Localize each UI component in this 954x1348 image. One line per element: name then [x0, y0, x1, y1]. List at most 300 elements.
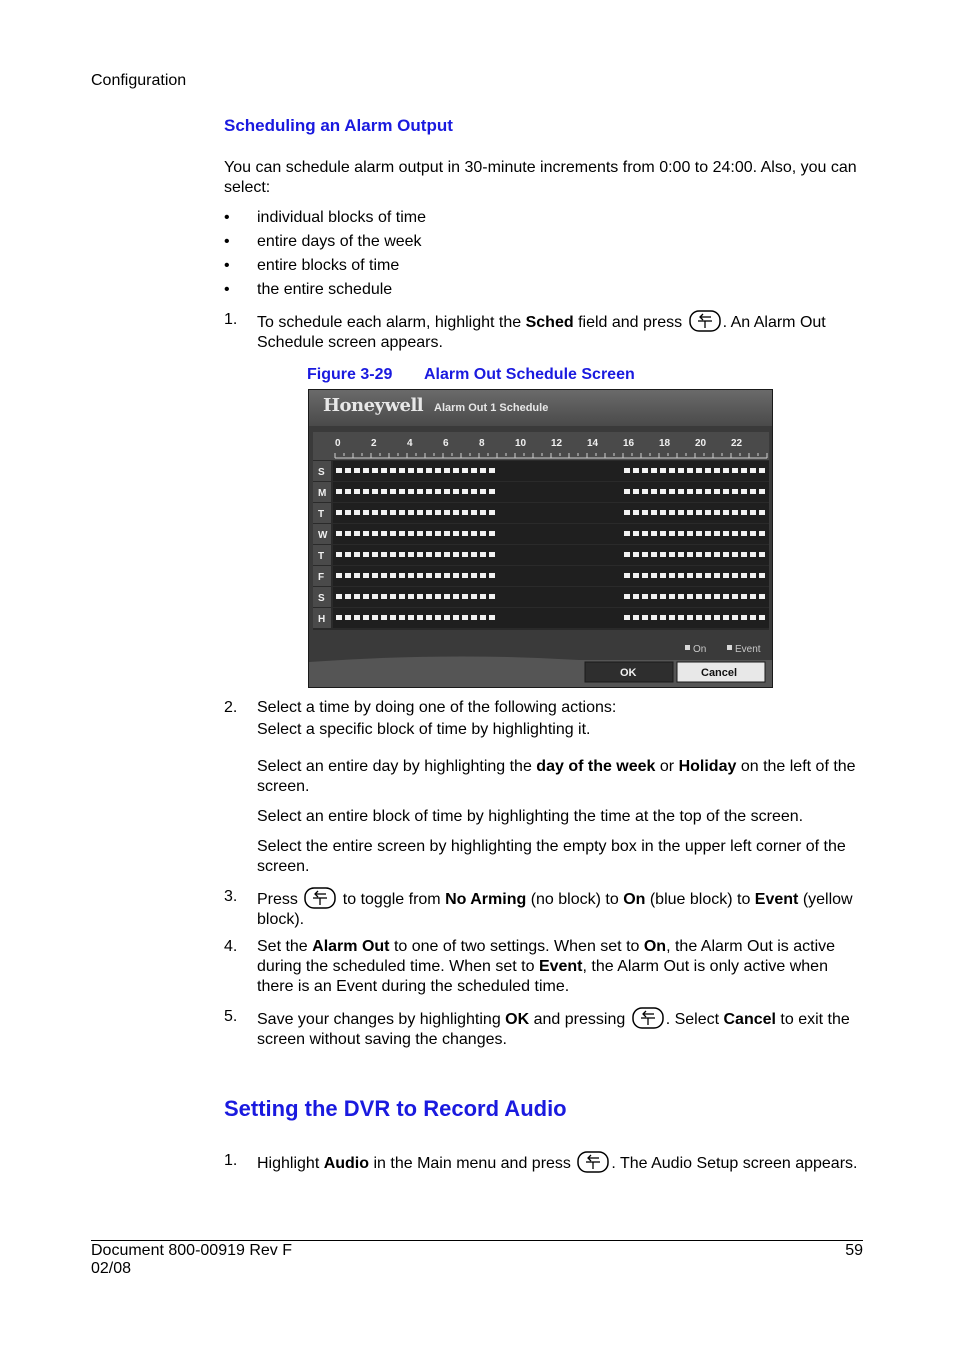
schedule-block — [471, 531, 477, 536]
schedule-block — [345, 615, 351, 620]
schedule-block — [723, 489, 729, 494]
schedule-block — [372, 468, 378, 473]
schedule-block — [453, 531, 459, 536]
schedule-block — [471, 615, 477, 620]
schedule-block — [480, 468, 486, 473]
schedule-block — [687, 468, 693, 473]
hour-label: 0 — [335, 438, 341, 449]
schedule-block — [678, 510, 684, 515]
schedule-block — [750, 552, 756, 557]
intro-paragraph: You can schedule alarm output in 30-minute increments from 0:00 to 24:00. Also, you can select: — [224, 159, 857, 196]
day-row — [333, 503, 769, 523]
schedule-block — [462, 573, 468, 578]
schedule-block — [426, 594, 432, 599]
schedule-block — [669, 510, 675, 515]
schedule-block — [462, 531, 468, 536]
schedule-block — [750, 468, 756, 473]
schedule-block — [750, 594, 756, 599]
schedule-block — [759, 531, 765, 536]
schedule-block — [462, 552, 468, 557]
schedule-block — [435, 468, 441, 473]
schedule-block — [480, 531, 486, 536]
section-title-alarm-output: Scheduling an Alarm Output — [224, 116, 453, 135]
schedule-block — [390, 615, 396, 620]
schedule-block — [651, 510, 657, 515]
schedule-block — [651, 531, 657, 536]
schedule-block — [345, 552, 351, 557]
schedule-block — [750, 489, 756, 494]
schedule-block — [642, 510, 648, 515]
schedule-block — [651, 552, 657, 557]
schedule-block — [399, 573, 405, 578]
schedule-block — [390, 510, 396, 515]
schedule-block — [741, 531, 747, 536]
schedule-block — [624, 573, 630, 578]
schedule-block — [354, 594, 360, 599]
sub-step: Select an entire day by highlighting the day of the week or Holiday on the left of the screen. — [257, 758, 856, 795]
schedule-block — [759, 552, 765, 557]
schedule-block — [408, 573, 414, 578]
schedule-block — [390, 531, 396, 536]
schedule-block — [480, 573, 486, 578]
day-label: T — [318, 551, 325, 562]
schedule-block — [651, 573, 657, 578]
hour-label: 16 — [623, 438, 635, 449]
day-label: S — [318, 467, 325, 478]
schedule-block — [633, 615, 639, 620]
schedule-block — [732, 615, 738, 620]
schedule-block — [390, 573, 396, 578]
schedule-block — [687, 573, 693, 578]
schedule-block — [669, 573, 675, 578]
day-row — [333, 545, 769, 565]
hour-label: 22 — [731, 438, 743, 449]
schedule-block — [417, 615, 423, 620]
schedule-block — [714, 573, 720, 578]
schedule-block — [453, 573, 459, 578]
schedule-block — [750, 510, 756, 515]
schedule-block — [372, 489, 378, 494]
schedule-block — [399, 594, 405, 599]
schedule-block — [759, 468, 765, 473]
day-row — [333, 566, 769, 586]
schedule-block — [363, 573, 369, 578]
schedule-block — [741, 615, 747, 620]
schedule-block — [345, 468, 351, 473]
schedule-block — [714, 489, 720, 494]
schedule-block — [660, 510, 666, 515]
schedule-block — [633, 468, 639, 473]
schedule-block — [624, 552, 630, 557]
schedule-block — [660, 552, 666, 557]
schedule-block — [453, 489, 459, 494]
schedule-block — [381, 510, 387, 515]
footer-divider — [91, 1240, 863, 1241]
schedule-block — [426, 531, 432, 536]
schedule-block — [462, 489, 468, 494]
schedule-block — [687, 615, 693, 620]
schedule-block — [354, 531, 360, 536]
hour-label: 18 — [659, 438, 671, 449]
schedule-block — [372, 552, 378, 557]
schedule-block — [444, 510, 450, 515]
enter-button-icon — [632, 1007, 664, 1029]
schedule-block — [723, 615, 729, 620]
schedule-block — [417, 489, 423, 494]
hour-label: 14 — [587, 438, 599, 449]
schedule-block — [336, 573, 342, 578]
schedule-block — [462, 510, 468, 515]
schedule-block — [624, 489, 630, 494]
schedule-block — [642, 468, 648, 473]
schedule-block — [489, 489, 495, 494]
schedule-block — [624, 510, 630, 515]
schedule-block — [336, 510, 342, 515]
day-label: T — [318, 509, 325, 520]
schedule-block — [624, 531, 630, 536]
schedule-block — [678, 615, 684, 620]
schedule-block — [669, 552, 675, 557]
schedule-block — [417, 510, 423, 515]
schedule-block — [696, 573, 702, 578]
schedule-block — [669, 615, 675, 620]
schedule-block — [372, 510, 378, 515]
schedule-block — [660, 468, 666, 473]
schedule-block — [732, 573, 738, 578]
schedule-block — [381, 468, 387, 473]
schedule-block — [372, 531, 378, 536]
schedule-block — [750, 573, 756, 578]
schedule-block — [732, 510, 738, 515]
schedule-block — [372, 594, 378, 599]
schedule-block — [471, 594, 477, 599]
schedule-block — [444, 615, 450, 620]
schedule-block — [723, 510, 729, 515]
schedule-block — [417, 468, 423, 473]
schedule-block — [426, 510, 432, 515]
schedule-block — [705, 552, 711, 557]
schedule-block — [696, 615, 702, 620]
schedule-block — [480, 510, 486, 515]
schedule-block — [732, 531, 738, 536]
day-label: M — [318, 488, 327, 499]
schedule-block — [489, 615, 495, 620]
schedule-block — [489, 594, 495, 599]
schedule-grid — [309, 390, 772, 687]
hour-label: 10 — [515, 438, 527, 449]
schedule-block — [660, 489, 666, 494]
schedule-block — [759, 594, 765, 599]
figure-caption: Figure 3-29 Alarm Out Schedule Screen — [307, 366, 635, 383]
schedule-block — [696, 594, 702, 599]
schedule-block — [633, 552, 639, 557]
schedule-block — [390, 468, 396, 473]
schedule-block — [732, 552, 738, 557]
day-label: F — [318, 572, 325, 583]
day-row — [333, 587, 769, 607]
schedule-block — [480, 615, 486, 620]
schedule-block — [624, 615, 630, 620]
honeywell-logo: Honeywell — [323, 395, 424, 416]
schedule-block — [651, 594, 657, 599]
schedule-block — [642, 615, 648, 620]
schedule-block — [417, 594, 423, 599]
schedule-block — [660, 531, 666, 536]
alarm-out-schedule-screen — [308, 389, 773, 688]
schedule-block — [399, 615, 405, 620]
schedule-block — [444, 594, 450, 599]
schedule-block — [687, 552, 693, 557]
day-label: H — [318, 614, 326, 625]
schedule-block — [714, 552, 720, 557]
schedule-block — [453, 468, 459, 473]
schedule-block — [678, 573, 684, 578]
schedule-block — [732, 489, 738, 494]
schedule-block — [399, 510, 405, 515]
schedule-block — [705, 531, 711, 536]
schedule-block — [435, 615, 441, 620]
schedule-block — [696, 531, 702, 536]
schedule-block — [651, 468, 657, 473]
schedule-block — [741, 510, 747, 515]
schedule-block — [489, 531, 495, 536]
schedule-block — [345, 594, 351, 599]
schedule-block — [390, 552, 396, 557]
schedule-block — [336, 468, 342, 473]
schedule-block — [678, 531, 684, 536]
schedule-block — [678, 552, 684, 557]
schedule-block — [399, 552, 405, 557]
schedule-block — [435, 489, 441, 494]
schedule-block — [714, 594, 720, 599]
schedule-block — [444, 573, 450, 578]
schedule-block — [462, 615, 468, 620]
dvr-screen-title: Alarm Out 1 Schedule — [434, 402, 549, 414]
schedule-block — [408, 489, 414, 494]
schedule-block — [417, 531, 423, 536]
schedule-block — [399, 468, 405, 473]
schedule-block — [651, 615, 657, 620]
schedule-block — [642, 489, 648, 494]
schedule-block — [345, 510, 351, 515]
legend-on-label: On — [693, 644, 707, 655]
schedule-block — [687, 531, 693, 536]
schedule-block — [453, 552, 459, 557]
schedule-block — [471, 573, 477, 578]
schedule-block — [750, 531, 756, 536]
schedule-block — [678, 468, 684, 473]
schedule-block — [345, 573, 351, 578]
schedule-block — [489, 510, 495, 515]
schedule-block — [741, 573, 747, 578]
schedule-block — [444, 468, 450, 473]
day-row — [333, 461, 769, 481]
schedule-block — [345, 489, 351, 494]
schedule-block — [408, 531, 414, 536]
schedule-block — [408, 594, 414, 599]
schedule-block — [741, 594, 747, 599]
schedule-block — [687, 489, 693, 494]
schedule-block — [642, 594, 648, 599]
schedule-block — [669, 489, 675, 494]
schedule-block — [462, 468, 468, 473]
schedule-block — [426, 489, 432, 494]
schedule-block — [363, 468, 369, 473]
schedule-block — [642, 573, 648, 578]
schedule-block — [363, 552, 369, 557]
schedule-block — [471, 552, 477, 557]
schedule-block — [381, 573, 387, 578]
schedule-block — [705, 489, 711, 494]
schedule-block — [408, 510, 414, 515]
schedule-block — [426, 468, 432, 473]
schedule-block — [642, 531, 648, 536]
schedule-block — [435, 552, 441, 557]
schedule-block — [714, 531, 720, 536]
schedule-block — [336, 489, 342, 494]
schedule-block — [426, 552, 432, 557]
schedule-block — [381, 531, 387, 536]
schedule-block — [381, 489, 387, 494]
hour-label: 12 — [551, 438, 563, 449]
schedule-block — [732, 594, 738, 599]
schedule-block — [633, 531, 639, 536]
hour-label: 8 — [479, 438, 485, 449]
schedule-block — [489, 573, 495, 578]
schedule-block — [480, 552, 486, 557]
schedule-block — [759, 573, 765, 578]
schedule-block — [723, 552, 729, 557]
schedule-block — [471, 489, 477, 494]
schedule-block — [417, 552, 423, 557]
schedule-block — [462, 594, 468, 599]
legend-event-label: Event — [735, 644, 761, 655]
schedule-block — [687, 510, 693, 515]
schedule-block — [633, 510, 639, 515]
schedule-block — [489, 552, 495, 557]
sub-step: Select the entire screen by highlighting the empty box in the upper left corner of the screen. — [257, 838, 846, 875]
schedule-block — [399, 531, 405, 536]
cancel-button-label: Cancel — [701, 667, 738, 679]
schedule-block — [408, 552, 414, 557]
schedule-block — [426, 573, 432, 578]
schedule-block — [480, 594, 486, 599]
schedule-block — [714, 510, 720, 515]
schedule-block — [660, 594, 666, 599]
schedule-block — [453, 510, 459, 515]
schedule-block — [741, 468, 747, 473]
sub-step: Select a specific block of time by highlighting it. — [257, 721, 591, 738]
schedule-block — [741, 552, 747, 557]
schedule-block — [696, 510, 702, 515]
schedule-block — [741, 489, 747, 494]
schedule-block — [435, 594, 441, 599]
schedule-block — [723, 594, 729, 599]
schedule-block — [363, 489, 369, 494]
schedule-block — [642, 552, 648, 557]
hour-label: 6 — [443, 438, 449, 449]
schedule-block — [444, 552, 450, 557]
schedule-block — [705, 594, 711, 599]
schedule-block — [660, 573, 666, 578]
enter-button-icon — [304, 887, 336, 909]
schedule-block — [336, 531, 342, 536]
schedule-block — [696, 552, 702, 557]
schedule-block — [417, 573, 423, 578]
schedule-block — [354, 552, 360, 557]
schedule-block — [678, 594, 684, 599]
page-number: 59 — [845, 1242, 863, 1259]
schedule-block — [435, 531, 441, 536]
day-label: S — [318, 593, 325, 604]
footer-doc-info: Document 800-00919 Rev F 02/08 — [91, 1242, 292, 1277]
schedule-block — [372, 573, 378, 578]
day-row — [333, 524, 769, 544]
schedule-block — [363, 510, 369, 515]
schedule-block — [426, 615, 432, 620]
schedule-block — [336, 552, 342, 557]
schedule-block — [354, 615, 360, 620]
schedule-block — [633, 489, 639, 494]
hour-label: 4 — [407, 438, 413, 449]
schedule-block — [633, 573, 639, 578]
schedule-block — [669, 531, 675, 536]
schedule-block — [723, 531, 729, 536]
schedule-block — [381, 594, 387, 599]
schedule-block — [408, 468, 414, 473]
schedule-block — [381, 615, 387, 620]
schedule-block — [354, 489, 360, 494]
schedule-block — [678, 489, 684, 494]
schedule-block — [363, 594, 369, 599]
schedule-block — [633, 594, 639, 599]
schedule-block — [363, 531, 369, 536]
schedule-block — [705, 468, 711, 473]
schedule-block — [714, 468, 720, 473]
hour-label: 20 — [695, 438, 707, 449]
schedule-block — [669, 468, 675, 473]
schedule-block — [444, 489, 450, 494]
section-title-record-audio: Setting the DVR to Record Audio — [224, 1096, 567, 1121]
schedule-block — [759, 615, 765, 620]
schedule-block — [453, 594, 459, 599]
schedule-block — [723, 468, 729, 473]
schedule-block — [372, 615, 378, 620]
sub-step: Select an entire block of time by highlighting the time at the top of the screen. — [257, 808, 804, 825]
schedule-block — [624, 594, 630, 599]
day-row — [333, 482, 769, 502]
schedule-block — [705, 615, 711, 620]
schedule-block — [759, 510, 765, 515]
schedule-block — [732, 468, 738, 473]
legend-on-swatch — [685, 645, 690, 650]
schedule-block — [354, 468, 360, 473]
enter-button-icon — [577, 1151, 609, 1173]
schedule-block — [471, 510, 477, 515]
schedule-block — [705, 573, 711, 578]
hour-label: 2 — [371, 438, 377, 449]
schedule-block — [354, 573, 360, 578]
schedule-block — [480, 489, 486, 494]
schedule-block — [750, 615, 756, 620]
schedule-block — [471, 468, 477, 473]
schedule-block — [363, 615, 369, 620]
schedule-block — [660, 615, 666, 620]
schedule-block — [723, 573, 729, 578]
schedule-block — [759, 489, 765, 494]
schedule-block — [489, 468, 495, 473]
schedule-block — [687, 594, 693, 599]
